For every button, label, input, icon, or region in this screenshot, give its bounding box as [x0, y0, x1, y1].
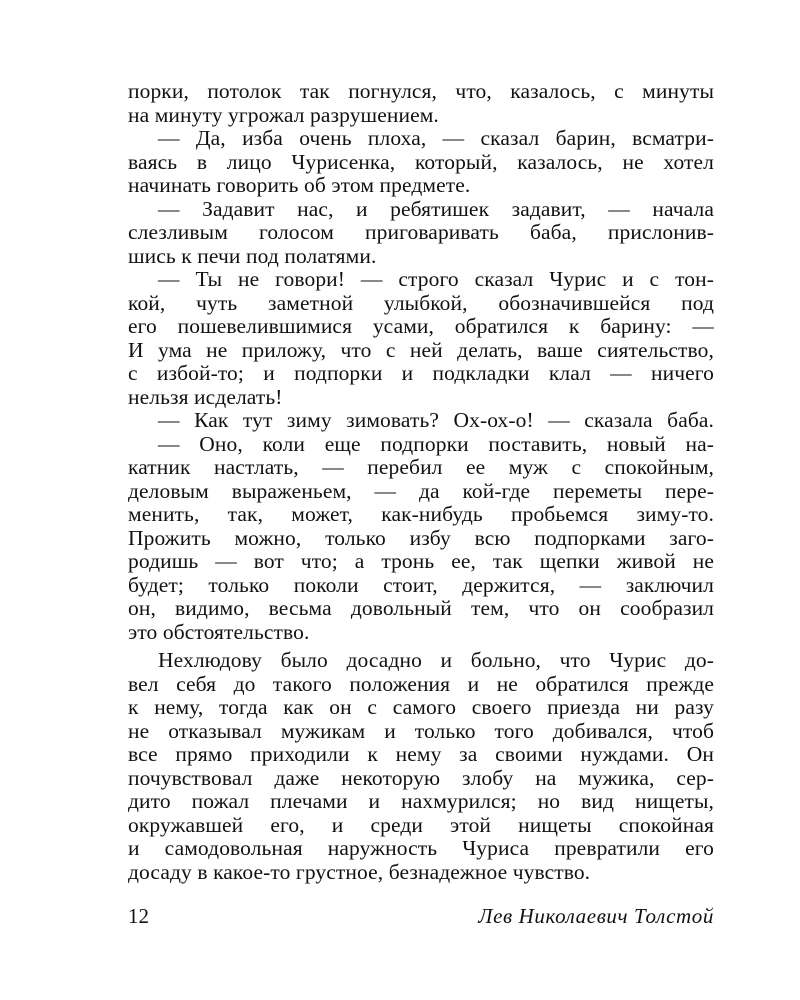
text-line: будет; только поколи стоит, держится, — заключил	[128, 572, 714, 597]
text-line: — Да, изба очень плоха, — сказал барин, всматри-	[158, 126, 714, 150]
text-line: к нему, тогда как он с самого своего приезда ни разу	[128, 695, 714, 719]
text-line: кой, чуть заметной улыбкой, обозначившейся под	[128, 290, 714, 315]
text-line: — Ты не говори! — строго сказал Чурис и с тон-	[158, 267, 714, 291]
text-line: порки, потолок так погнулся, что, казалось, с минуты	[128, 79, 714, 103]
text-line: менить, так, может, как-нибудь пробьемся зиму-то.	[128, 502, 714, 526]
text-line: ваясь в лицо Чурисенка, который, казалось, не хотел	[128, 149, 714, 174]
text-line: И ума не приложу, что с ней делать, ваше сиятельство,	[128, 337, 714, 362]
text-line: дито пожал плечами и нахмурился; но вид нищеты,	[128, 789, 714, 813]
text-line: вел себя до такого положения и не обратился прежде	[128, 671, 714, 696]
text-line: начинать говорить об этом предмете.	[128, 173, 471, 197]
text-line: это обстоятельство.	[128, 619, 310, 644]
text-line: все прямо приходили к нему за своими нуждами. Он	[128, 742, 714, 766]
running-title: Лев Николаевич Толстой	[478, 904, 714, 928]
text-line: родишь — вот что; а тронь ее, так щепки живой не	[128, 549, 714, 573]
text-line: — Оно, коли еще подпорки поставить, новый на-	[158, 431, 714, 456]
book-page-text	[128, 80, 714, 884]
text-line: и самодовольная наружность Чуриса превратили его	[128, 836, 714, 860]
text-line: Нехлюдову было досадно и больно, что Чурис до-	[158, 648, 714, 672]
text-line: шись к печи под полатями.	[128, 243, 377, 268]
text-line: на минуту угрожал разрушением.	[128, 102, 439, 127]
text-line: катник настлать, — перебил ее муж с спокойным,	[128, 455, 714, 479]
page-number: 12	[128, 904, 149, 928]
text-line: не отказывал мужикам и только того добивался, чтоб	[128, 718, 714, 743]
page-footer	[128, 903, 714, 929]
text-line: его пошевелившимися усами, обратился к барину: —	[128, 314, 714, 338]
text-line: — Как тут зиму зимовать? Ох-ох-о! — сказала баба.	[158, 408, 714, 432]
text-line: Прожить можно, только избу всю подпорками заго-	[128, 525, 714, 550]
text-line: нельзя иcделать!	[128, 384, 283, 409]
text-line: досаду в какое-то грустное, безнадежное чувство.	[128, 859, 591, 884]
text-line: почувствовал даже некоторую злобу на мужика, сер-	[128, 765, 714, 790]
text-line: деловым выраженьем, — да кой-где переметы пере-	[128, 478, 714, 503]
text-line: — Задавит нас, и ребятишек задавит, — начала	[158, 196, 714, 221]
text-line: слезливым голосом приговаривать баба, прислонив-	[128, 220, 714, 244]
text-line: он, видимо, весьма довольный тем, что он сообразил	[128, 596, 714, 620]
text-line: окружавшей его, и среди этой нищеты спокойная	[128, 812, 714, 837]
text-line: с избой-то; и подпорки и подкладки клал — ничего	[128, 361, 714, 385]
